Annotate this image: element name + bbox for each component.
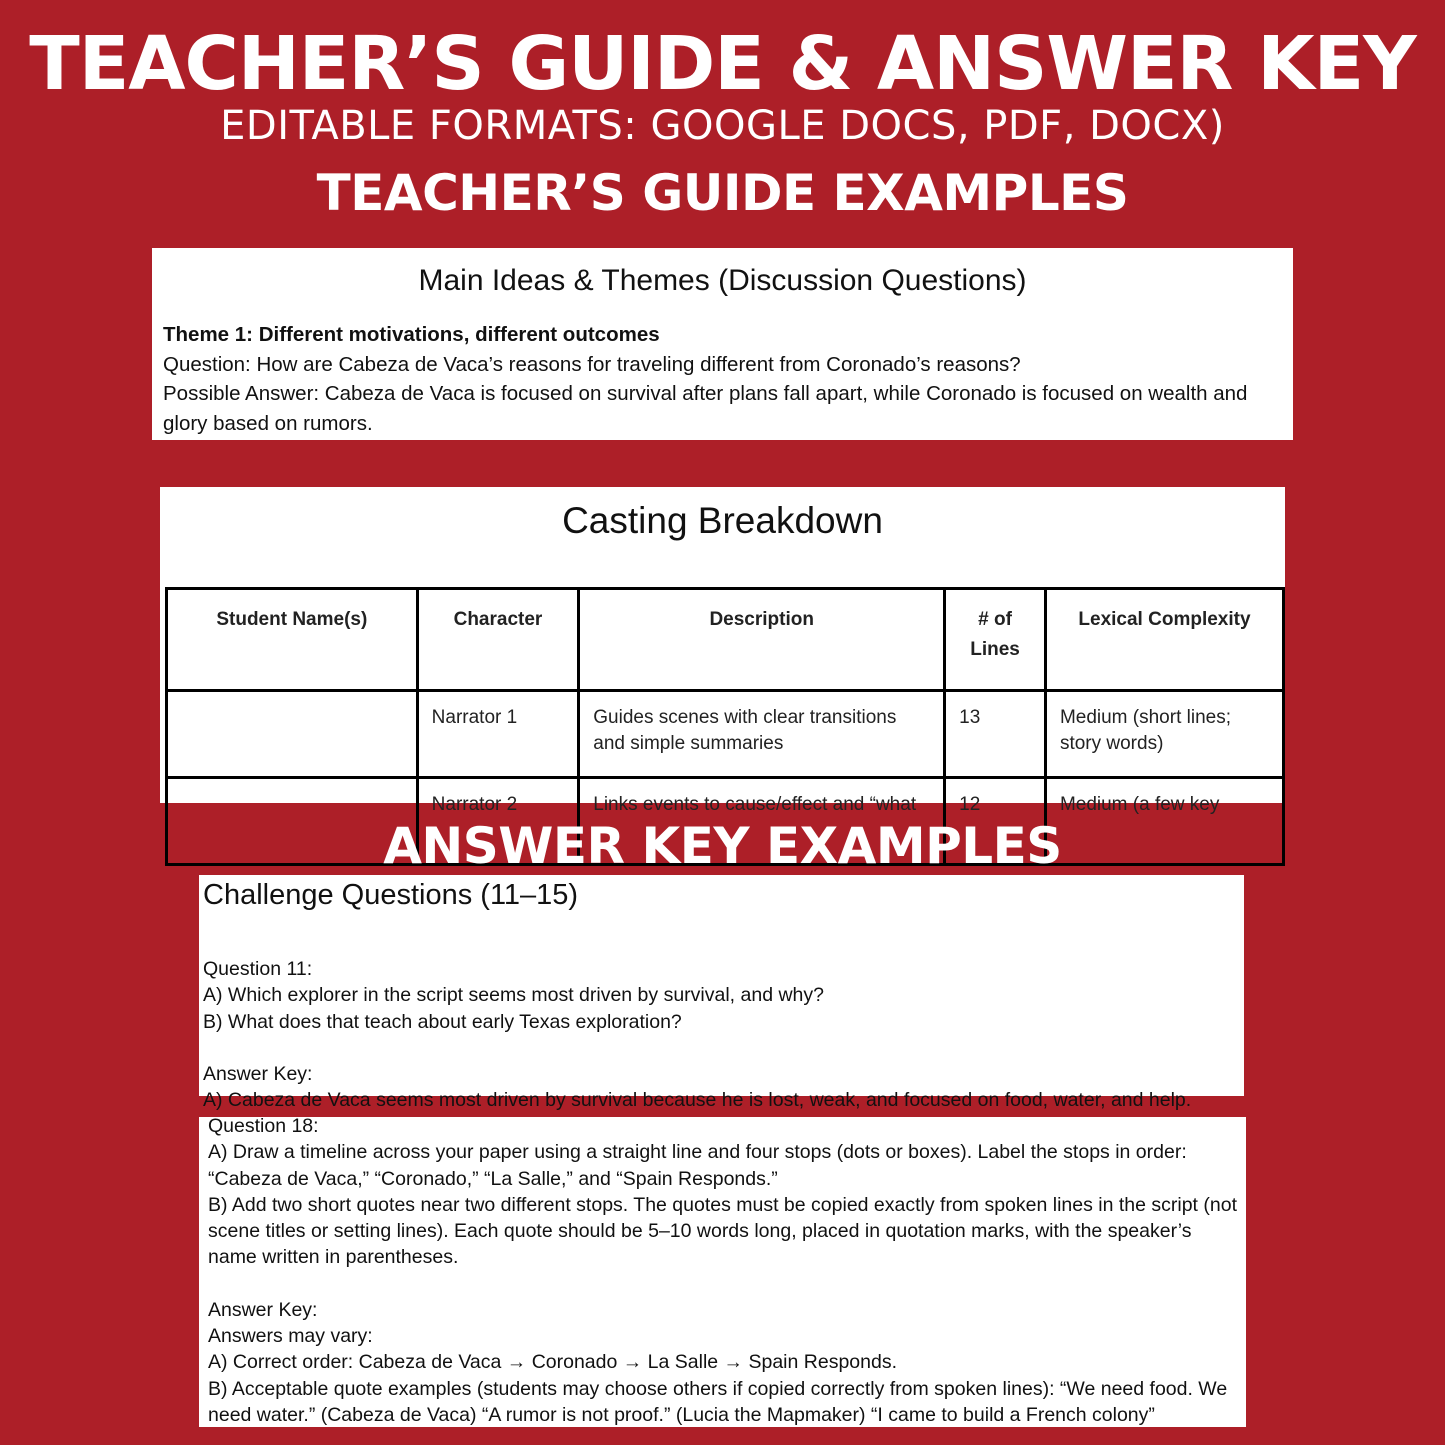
main-ideas-panel [152, 248, 1293, 440]
question-part-b: B) Add two short quotes near two different stops. The quotes must be copied exactly from spoken lines in the script (not scene titles or setting lines). Each quote should be 5–10 words long, placed in quotation marks, with the speaker’s name written in parentheses. [208, 1193, 1237, 1269]
table-cell: 13 [945, 691, 1046, 778]
table-cell: Narrator 2 [417, 778, 579, 865]
answer-part-b: B) Acceptable quote examples (students may choose others if copied correctly from spoken lines): “We need food. We need water.” (Cabeza de Vaca) “A rumor is not proof.” (Lucia the Mapmaker) “I came to build a French colony” [208, 1377, 1228, 1426]
answer-part-a: A) Correct order: Cabeza de Vaca → Coronado → La Salle → Spain Responds. [208, 1351, 897, 1374]
page-title: TEACHER’S GUIDE & ANSWER KEY [29, 21, 1416, 107]
casting-heading: Casting Breakdown [562, 500, 883, 541]
answer-key-label: Answer Key: [203, 1062, 313, 1085]
answer-key-label: Answer Key: [208, 1298, 318, 1321]
question-label: Question 11: [203, 958, 313, 980]
challenge-panel [199, 875, 1244, 1112]
table-cell: 12 [945, 778, 1046, 865]
question18-panel [199, 1117, 1246, 1427]
column-header: Description [579, 589, 945, 691]
table-cell: Medium (short lines; story words) [1045, 691, 1283, 778]
question-part-b: B) What does that teach about early Texas exploration? [203, 1010, 682, 1033]
main-ideas-heading: Main Ideas & Themes (Discussion Questions) [418, 264, 1027, 297]
answers-vary-note: Answers may vary: [208, 1325, 373, 1348]
table-header-row [167, 589, 1284, 691]
column-header: # of Lines [945, 589, 1046, 691]
table-cell: Narrator 1 [417, 691, 579, 778]
table-cell: Medium (a few key [1045, 778, 1283, 865]
table-cell [167, 691, 418, 778]
table-cell: Guides scenes with clear transitions and simple summaries [579, 691, 945, 778]
table-row [167, 691, 1284, 778]
question-label: Question 18: [208, 1115, 319, 1137]
theme-title: Theme 1: Different motivations, different outcomes [163, 323, 660, 346]
section-heading-answer: ANSWER KEY EXAMPLES [383, 817, 1062, 875]
section-heading-guide: TEACHER’S GUIDE EXAMPLES [316, 164, 1129, 222]
answer-part-a: A) Cabeza de Vaca seems most driven by survival because he is lost, weak, and focused on food, water, and help. [203, 1089, 1192, 1112]
column-header: Student Name(s) [167, 589, 418, 691]
table-cell: Links events to cause/effect and “what [579, 778, 945, 865]
challenge-heading: Challenge Questions (11–15) [203, 879, 579, 911]
casting-panel [160, 487, 1285, 815]
page-subtitle: EDITABLE FORMATS: GOOGLE DOCS, PDF, DOCX) [220, 103, 1225, 149]
possible-answer: Possible Answer: Cabeza de Vaca is focused on survival after plans fall apart, while Coronado is focused on wealth and glory based on rumors. [163, 382, 1248, 435]
question-part-a: A) Draw a timeline across your paper using a straight line and four stops (dots or boxes). Label the stops in order: “Cabeza de Vaca,” “Coronado,” “La Salle,” and “Spain Responds.” [208, 1141, 1187, 1190]
question-part-a: A) Which explorer in the script seems most driven by survival, and why? [203, 984, 824, 1007]
discussion-question: Question: How are Cabeza de Vaca’s reasons for traveling different from Coronado’s reasons? [163, 352, 1021, 376]
column-header: Lexical Complexity [1045, 589, 1283, 691]
column-header: Character [417, 589, 579, 691]
